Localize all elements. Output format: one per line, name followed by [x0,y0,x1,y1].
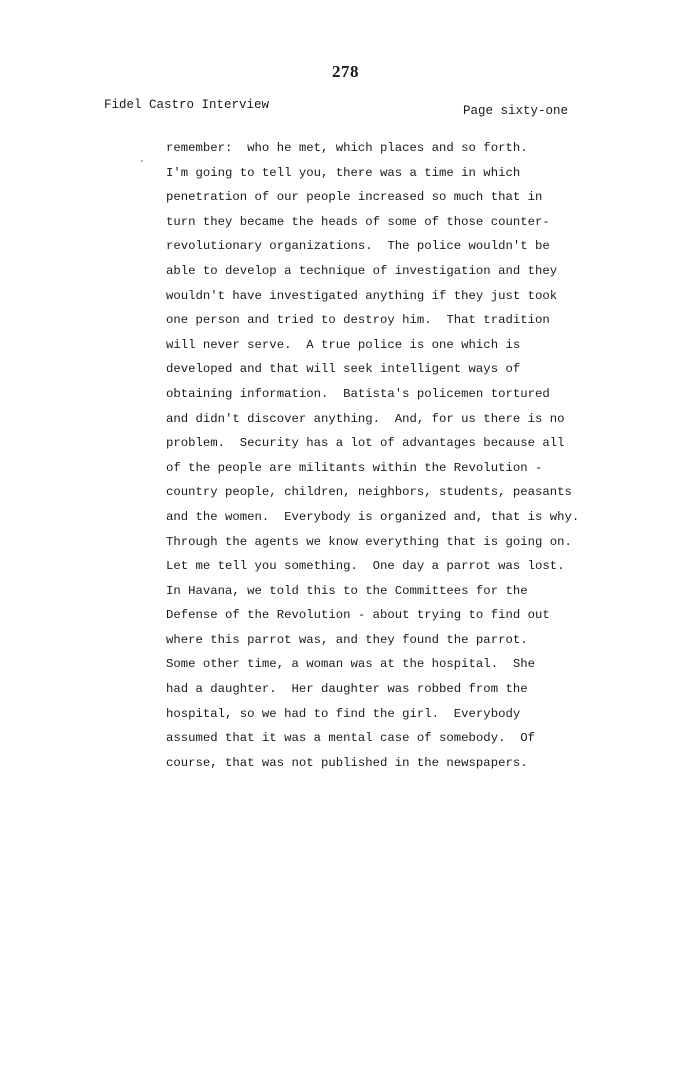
transcript-line: assumed that it was a mental case of somebody. Of [166,731,535,746]
scan-speck [141,160,143,162]
transcript-line: In Havana, we told this to the Committees for the [166,583,528,598]
transcript-line: I'm going to tell you, there was a time in which [166,165,521,180]
transcript-line: wouldn't have investigated anything if they just took [166,288,558,303]
transcript-line: remember: who he met, which places and so forth. [166,141,528,155]
transcript-line: will never serve. A true police is one which is [166,337,521,352]
transcript-line: and the women. Everybody is organized and, that is why. [166,509,580,524]
transcript-line: where this parrot was, and they found the parrot. [166,632,528,647]
transcript-line: revolutionary organizations. The police wouldn't be [166,239,550,254]
transcript-line: country people, children, neighbors, students, peasants [166,485,572,500]
transcript-line: Let me tell you something. One day a parrot was lost. [166,559,565,574]
transcript-line: course, that was not published in the newspapers. [166,755,528,770]
transcript-body [166,136,586,775]
document-title: Fidel Castro Interview [104,98,270,112]
transcript-line: one person and tried to destroy him. That tradition [166,313,550,328]
transcript-line: hospital, so we had to find the girl. Everybody [166,706,521,721]
transcript-line: of the people are militants within the Revolution - [166,460,543,475]
page-label: Page sixty-one [463,104,569,118]
transcript-line: problem. Security has a lot of advantages because all [166,436,565,451]
transcript-line: had a daughter. Her daughter was robbed from the [166,682,528,697]
transcript-line: obtaining information. Batista's policemen tortured [166,386,550,401]
transcript-line: and didn't discover anything. And, for us there is no [166,411,565,426]
transcript-line: Through the agents we know everything that is going on. [166,534,572,549]
transcript-line: able to develop a technique of investigation and they [166,263,558,278]
transcript-line: Defense of the Revolution - about trying to find out [166,608,550,623]
transcript-line: developed and that will seek intelligent ways of [166,362,521,377]
transcript-line: turn they became the heads of some of those counter- [166,214,550,229]
page-number: 278 [332,62,359,81]
transcript-line: penetration of our people increased so much that in [166,190,543,205]
transcript-line: Some other time, a woman was at the hospital. She [166,657,535,672]
